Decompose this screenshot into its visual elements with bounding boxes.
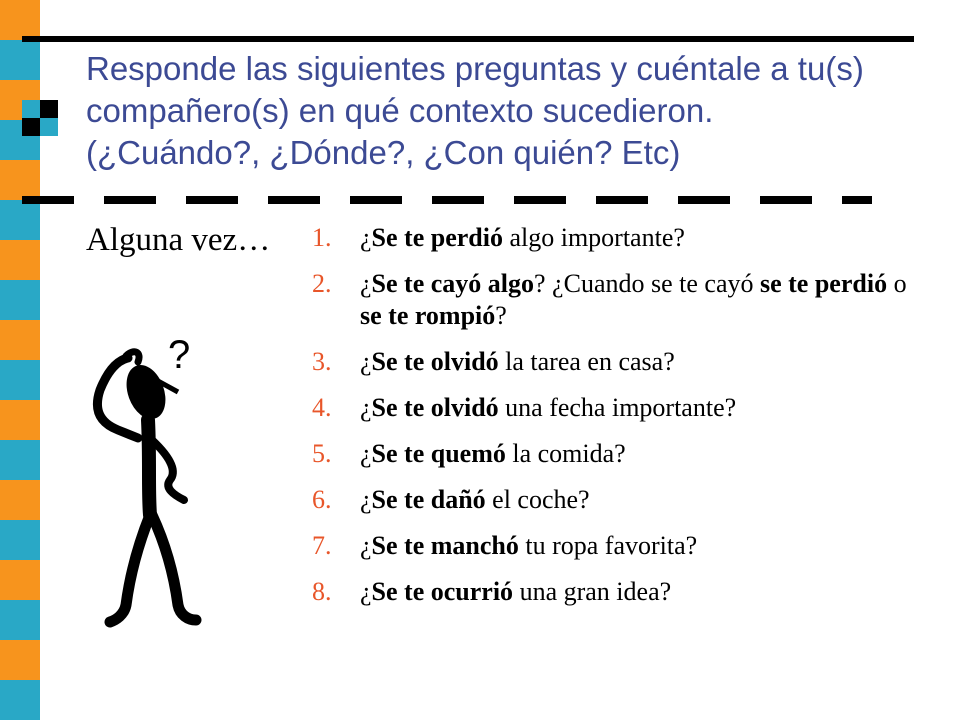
- rule-dash: [268, 196, 320, 204]
- question-number: 8.: [312, 577, 332, 606]
- question-fragment: tu ropa favorita?: [518, 531, 698, 560]
- emphasized-phrase: Se te cayó algo: [371, 269, 535, 298]
- question-mark: ?: [168, 333, 191, 377]
- question-number: 4.: [312, 393, 332, 422]
- rule-dash: [596, 196, 648, 204]
- question-fragment: ?: [495, 301, 507, 330]
- question-text: [360, 222, 912, 254]
- question-item: [312, 222, 912, 254]
- question-number: 6.: [312, 485, 332, 514]
- rule-dash: [678, 196, 730, 204]
- emphasized-phrase: se te perdió: [759, 269, 888, 298]
- question-text: [360, 392, 912, 424]
- question-text: [360, 346, 912, 378]
- strip-square: [0, 240, 40, 280]
- question-item: [312, 268, 912, 332]
- rule-dash: [22, 196, 74, 204]
- question-fragment: ¿: [360, 577, 372, 606]
- question-item: [312, 346, 912, 378]
- question-item: [312, 484, 912, 516]
- question-item: [312, 530, 912, 562]
- title-line-2: compañero(s) en qué contexto sucedieron.: [86, 92, 714, 129]
- question-fragment: o: [887, 269, 907, 298]
- strip-square: [0, 400, 40, 440]
- strip-square: [0, 640, 40, 680]
- title-line-1: Responde las siguientes preguntas y cuéntale a tu(s): [86, 50, 864, 87]
- emphasized-phrase: se te rompió: [360, 301, 496, 330]
- question-list: [312, 222, 912, 622]
- emphasized-phrase: Se te dañó: [371, 485, 486, 514]
- question-fragment: una gran idea?: [513, 577, 672, 606]
- question-number: 1.: [312, 223, 332, 252]
- rule-dash: [350, 196, 402, 204]
- strip-square: [0, 440, 40, 480]
- strip-square: [0, 360, 40, 400]
- confused-stick-figure-icon: [78, 330, 248, 630]
- question-fragment: algo importante?: [502, 223, 685, 252]
- slide-title: [86, 48, 906, 174]
- question-item: [312, 392, 912, 424]
- rule-dash: [760, 196, 812, 204]
- question-number: 5.: [312, 439, 332, 468]
- question-number: 7.: [312, 531, 332, 560]
- dashed-rule: [22, 196, 902, 204]
- question-fragment: ¿: [360, 531, 372, 560]
- question-fragment: ? ¿Cuando se te cayó: [534, 269, 760, 298]
- lead-text: Alguna vez…: [86, 222, 271, 258]
- question-fragment: ¿: [360, 485, 372, 514]
- emphasized-phrase: Se te olvidó: [371, 393, 499, 422]
- strip-square: [0, 200, 40, 240]
- question-number: 3.: [312, 347, 332, 376]
- strip-square: [0, 680, 40, 720]
- question-item: [312, 576, 912, 608]
- question-text: [360, 576, 912, 608]
- strip-square: [0, 160, 40, 200]
- question-item: [312, 438, 912, 470]
- question-text: [360, 268, 912, 332]
- question-fragment: ¿: [360, 347, 372, 376]
- strip-square: [0, 320, 40, 360]
- question-fragment: ¿: [360, 269, 372, 298]
- rule-dash: [186, 196, 238, 204]
- question-fragment: la comida?: [505, 439, 626, 468]
- emphasized-phrase: Se te quemó: [371, 439, 506, 468]
- rule-dash: [514, 196, 566, 204]
- question-fragment: ¿: [360, 393, 372, 422]
- question-fragment: la tarea en casa?: [498, 347, 675, 376]
- checker-ornament: [22, 100, 58, 136]
- question-fragment: ¿: [360, 439, 372, 468]
- rule-dash: [842, 196, 872, 204]
- emphasized-phrase: Se te olvidó: [371, 347, 499, 376]
- strip-square: [0, 600, 40, 640]
- title-line-3: (¿Cuándo?, ¿Dónde?, ¿Con quién? Etc): [86, 134, 681, 171]
- strip-square: [0, 40, 40, 80]
- strip-square: [0, 520, 40, 560]
- question-fragment: ¿: [360, 223, 372, 252]
- emphasized-phrase: Se te perdió: [371, 223, 503, 252]
- rule-dash: [432, 196, 484, 204]
- emphasized-phrase: Se te ocurrió: [371, 577, 514, 606]
- question-fragment: el coche?: [485, 485, 590, 514]
- strip-square: [0, 560, 40, 600]
- strip-square: [0, 480, 40, 520]
- rule-dash: [104, 196, 156, 204]
- question-text: [360, 530, 912, 562]
- question-text: [360, 484, 912, 516]
- emphasized-phrase: Se te manchó: [371, 531, 519, 560]
- question-text: [360, 438, 912, 470]
- strip-square: [0, 0, 40, 40]
- question-fragment: una fecha importante?: [498, 393, 737, 422]
- question-number: 2.: [312, 269, 332, 298]
- strip-square: [0, 280, 40, 320]
- top-rule: [22, 36, 914, 42]
